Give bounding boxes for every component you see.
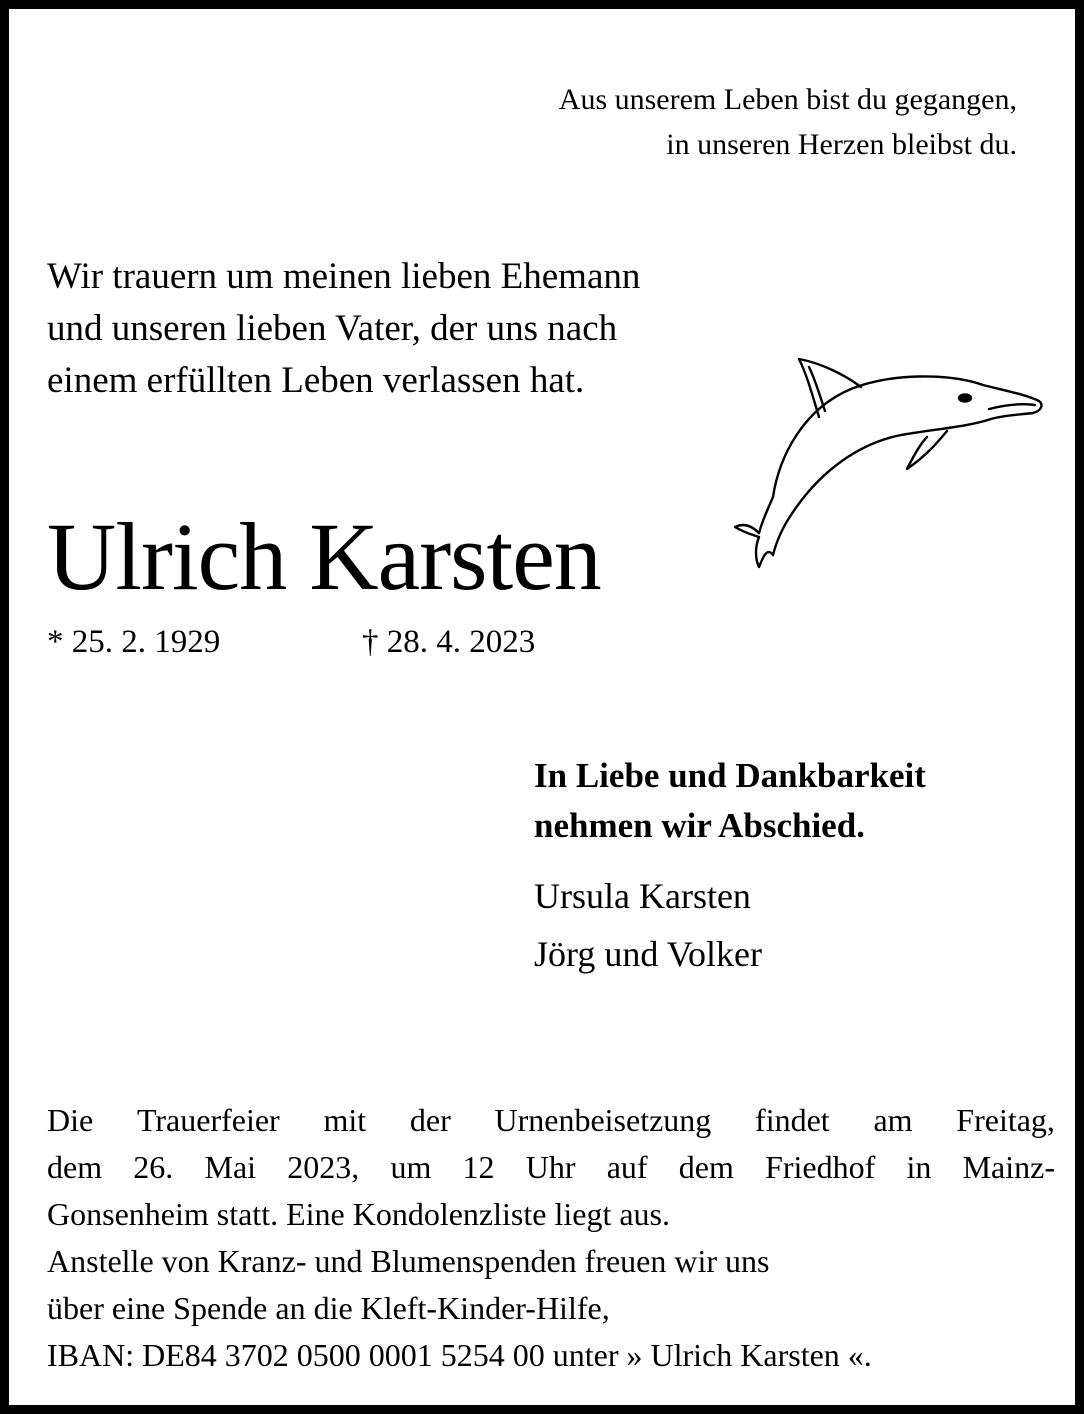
info-line-6: IBAN: DE84 3702 0500 0001 5254 00 unter » Ulrich Karsten «. — [47, 1337, 872, 1373]
info-word: Urnenbeisetzung — [494, 1102, 712, 1138]
dolphin-icon — [721, 347, 1051, 587]
info-word: findet — [755, 1102, 830, 1138]
info-line-4: Anstelle von Kranz- und Blumenspenden freuen wir uns — [47, 1243, 770, 1279]
intro-line-3: einem erfüllten Leben verlassen hat. — [47, 360, 585, 401]
info-word: Freitag, — [956, 1102, 1055, 1138]
info-word: auf — [606, 1149, 648, 1185]
mourner-name: Jörg und Volker — [534, 934, 763, 974]
dolphin-eye — [959, 395, 971, 402]
funeral-info — [47, 1097, 1055, 1379]
info-word: dem — [47, 1149, 103, 1185]
info-word: 2023, — [287, 1149, 360, 1185]
deceased-name: Ulrich Karsten — [47, 503, 601, 610]
info-line-2 — [47, 1144, 1055, 1191]
intro-line-1: Wir trauern um meinen lieben Ehemann — [47, 256, 641, 297]
info-word: Mainz- — [962, 1149, 1055, 1185]
info-word: Friedhof — [765, 1149, 876, 1185]
info-word: in — [906, 1149, 932, 1185]
intro-text — [47, 251, 640, 407]
info-word: 12 — [462, 1149, 495, 1185]
info-word: Mai — [204, 1149, 257, 1185]
death-date: † 28. 4. 2023 — [362, 624, 536, 660]
info-line-5: über eine Spende an die Kleft-Kinder-Hilfe, — [47, 1290, 610, 1326]
dolphin-belly — [773, 515, 791, 555]
motto-line-2: in unseren Herzen bleibst du. — [666, 128, 1017, 161]
info-word: dem — [678, 1149, 734, 1185]
info-word: Trauerfeier — [136, 1102, 280, 1138]
dolphin-tail — [735, 525, 773, 567]
info-word: 26. — [133, 1149, 174, 1185]
life-dates — [47, 621, 536, 663]
info-word: der — [409, 1102, 451, 1138]
mourners-list — [534, 867, 762, 983]
dolphin-pectoral-fin — [907, 431, 947, 469]
mourner-name: Ursula Karsten — [534, 876, 751, 916]
farewell-text — [534, 751, 926, 851]
info-word: um — [390, 1149, 432, 1185]
motto — [559, 77, 1017, 167]
info-line-1 — [47, 1097, 1055, 1144]
info-word: mit — [323, 1102, 367, 1138]
farewell-line-1: In Liebe und Dankbarkeit — [534, 756, 926, 795]
intro-line-2: und unseren lieben Vater, der uns nach — [47, 308, 618, 349]
dolphin-mouth — [989, 404, 1035, 409]
dolphin-back — [759, 497, 773, 533]
info-word: am — [873, 1102, 913, 1138]
motto-line-1: Aus unserem Leben bist du gegangen, — [558, 83, 1017, 116]
birth-date: * 25. 2. 1929 — [47, 624, 221, 660]
info-line-3: Gonsenheim statt. Eine Kondolenzliste liegt aus. — [47, 1196, 670, 1232]
info-word: Die — [47, 1102, 94, 1138]
farewell-line-2: nehmen wir Abschied. — [534, 806, 865, 845]
info-word: Uhr — [525, 1149, 576, 1185]
